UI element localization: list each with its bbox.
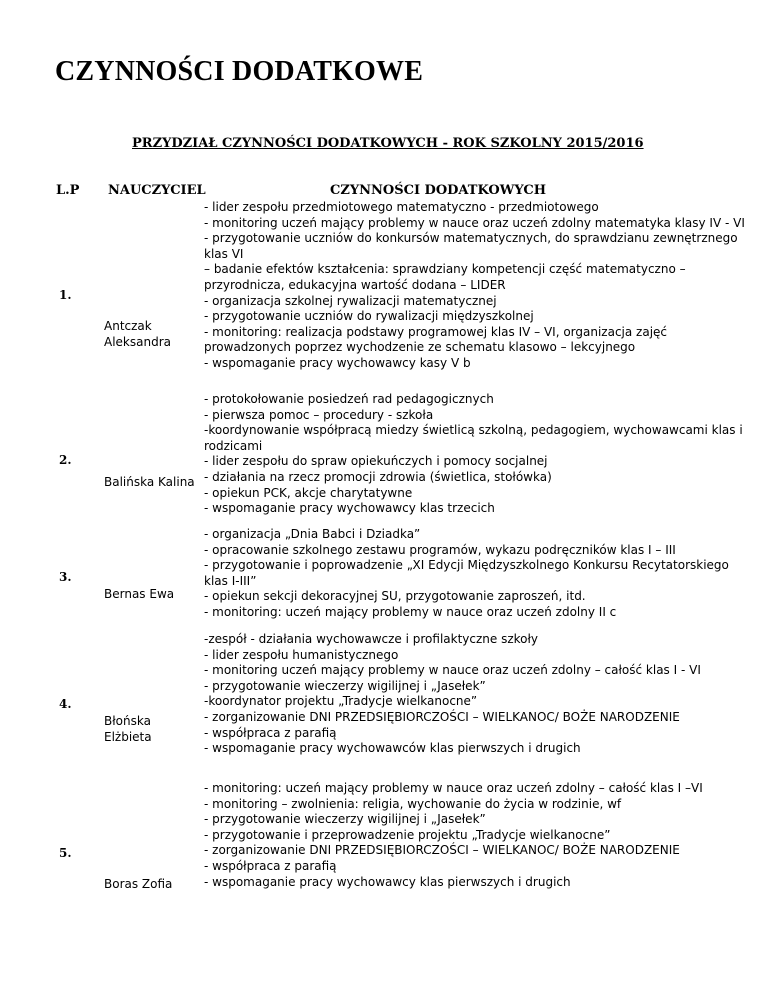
teacher-name (104, 713, 152, 745)
teacher-name-line: Balińska Kalina (104, 475, 195, 489)
duty-item: - opiekun PCK, akcje charytatywne (204, 485, 413, 500)
duty-item: - przygotowanie i przeprowadzenie projektu „Tradycje wielkanocne” (204, 827, 611, 842)
duty-item: - wspomaganie pracy wychowawcy klas trzecich (204, 501, 495, 516)
teacher-name-line: Boras Zofia (104, 877, 173, 891)
duty-item: - współpraca z parafią (204, 858, 337, 873)
teacher-name (104, 586, 174, 602)
duty-item: -koordynator projektu „Tradycje wielkanocne” (204, 694, 478, 709)
page-title: CZYNNOŚCI DODATKOWE (55, 56, 424, 87)
duty-item: - przygotowanie uczniów do konkursów matematycznych, do sprawdzianu zewnętrznego klas VI (204, 231, 738, 261)
column-header-duties: CZYNNOŚCI DODATKOWYCH (330, 183, 547, 198)
row-number: 2. (59, 453, 72, 467)
duty-item: - monitoring uczeń mający problemy w nauce oraz uczeń zdolny matematyka klasy IV - VI (204, 215, 745, 230)
teacher-name-line: Elżbieta (104, 730, 152, 744)
duty-item: - wspomaganie pracy wychowawców klas pierwszych i drugich (204, 741, 581, 756)
duty-item: - monitoring: uczeń mający problemy w nauce oraz uczeń zdolny – całość klas I –VI (204, 781, 703, 795)
duty-item: - wspomaganie pracy wychowawcy kasy V b (204, 355, 471, 370)
row-number: 5. (59, 846, 72, 860)
teacher-name-line: Bernas Ewa (104, 587, 175, 601)
duties-list (204, 392, 752, 517)
duty-item: - organizacja „Dnia Babci i Dziadka” (204, 527, 421, 541)
duty-item: - przygotowanie i poprowadzenie „XI Edycji Międzyszkolnego Konkursu Recytatorskiego klas I-III” (204, 558, 729, 588)
duty-item: - monitoring: realizacja podstawy programowej klas IV – VI, organizacja zajęć prowadzonych poprzez wychodzenie ze schematu klasowo – lekcyjnego (204, 324, 668, 355)
teacher-name (104, 474, 195, 490)
duty-item: - protokołowanie posiedzeń rad pedagogicznych (204, 392, 494, 406)
duty-item: - lider zespołu przedmiotowego matematyczno - przedmiotowego (204, 200, 599, 214)
duty-item: - lider zespołu do spraw opiekuńczych i pomocy socjalnej (204, 454, 548, 469)
duty-item: – badanie efektów kształcenia: sprawdziany kompetencji część matematyczno – przyrodnicza, edukacyjna wartość dodana – LIDER (204, 262, 686, 292)
duty-item: - organizacja szkolnej rywalizacji matematycznej (204, 293, 497, 308)
duty-item: - zorganizowanie DNI PRZEDSIĘBIORCZOŚCI – WIELKANOC/ BOŻE NARODZENIE (204, 709, 680, 724)
duty-item: - opracowanie szkolnego zestawu programów, wykazu podręczników klas I – III (204, 542, 676, 557)
duty-item: - przygotowanie uczniów do rywalizacji międzyszkolnej (204, 309, 534, 324)
duty-item: - współpraca z parafią (204, 725, 337, 740)
duty-item: - monitoring: uczeń mający problemy w nauce oraz uczeń zdolny II c (204, 604, 617, 619)
duty-item: - wspomaganie pracy wychowawcy klas pierwszych i drugich (204, 874, 571, 889)
duty-item: - lider zespołu humanistycznego (204, 647, 399, 662)
document-subtitle: PRZYDZIAŁ CZYNNOŚCI DODATKOWYCH - ROK SZKOLNY 2015/2016 (132, 136, 644, 151)
teacher-name-line: Antczak (104, 319, 152, 333)
teacher-name (104, 318, 171, 350)
teacher-name-line: Aleksandra (104, 335, 171, 349)
duty-item: - działania na rzecz promocji zdrowia (świetlica, stołówka) (204, 469, 552, 484)
column-header-lp: L.P (56, 183, 80, 198)
duty-item: - przygotowanie wieczerzy wigilijnej i „Jasełek” (204, 812, 486, 827)
duty-item: - przygotowanie wieczerzy wigilijnej i „Jasełek” (204, 678, 486, 693)
duty-item: - zorganizowanie DNI PRZEDSIĘBIORCZOŚCI – WIELKANOC/ BOŻE NARODZENIE (204, 843, 680, 858)
column-header-teacher: NAUCZYCIEL (108, 183, 206, 198)
teacher-name-line: Błońska (104, 714, 151, 728)
duties-list (204, 781, 752, 890)
row-number: 3. (59, 570, 72, 584)
duties-list (204, 527, 752, 621)
duties-list (204, 200, 752, 372)
duty-item: - monitoring uczeń mający problemy w nauce oraz uczeń zdolny – całość klas I - VI (204, 663, 701, 678)
duty-item: -koordynowanie współpracą miedzy świetlicą szkolną, pedagogiem, wychowawcami klas i rodzicami (204, 423, 743, 453)
duty-item: - pierwsza pomoc – procedury - szkoła (204, 407, 434, 422)
row-number: 4. (59, 697, 72, 711)
duty-item: -zespół - działania wychowawcze i profilaktyczne szkoły (204, 632, 539, 646)
row-number: 1. (59, 288, 72, 302)
duty-item: - monitoring – zwolnienia: religia, wychowanie do życia w rodzinie, wf (204, 796, 622, 811)
duties-list (204, 632, 752, 757)
teacher-name (104, 876, 172, 892)
duty-item: - opiekun sekcji dekoracyjnej SU, przygotowanie zaproszeń, itd. (204, 589, 586, 604)
